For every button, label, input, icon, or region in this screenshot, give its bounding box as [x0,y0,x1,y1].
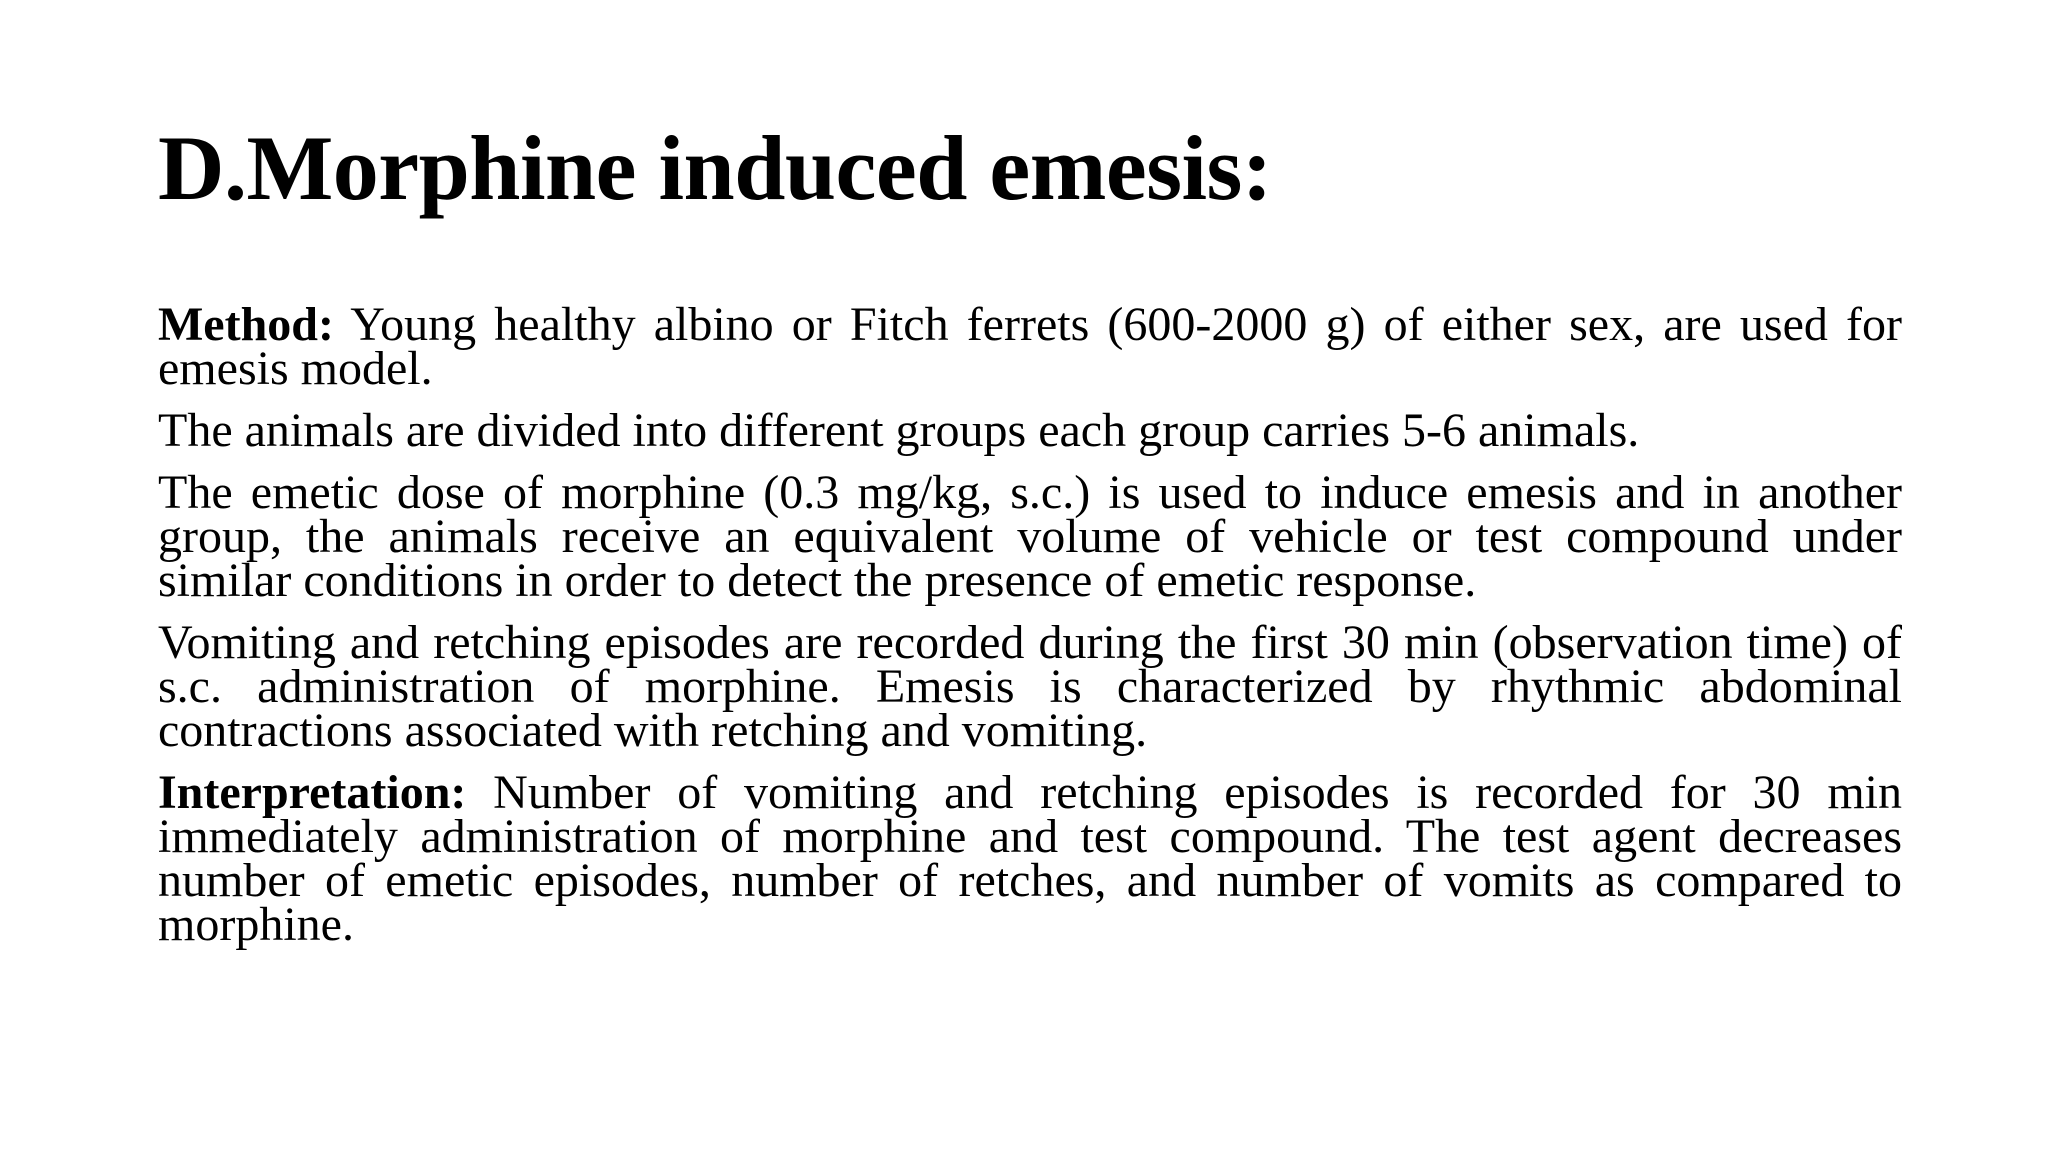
slide-body [158,298,1902,965]
paragraph-observation [158,616,1902,757]
paragraph-lead: Interpretation: [158,766,467,819]
paragraph-text: Number of vomiting and retching episodes is recorded for 30 min immediately administration of morphine and test compound. The test agent decreases number of emetic episodes, number of retches, and number of vomits as compared to morphine. [158,766,1902,951]
paragraph-interpretation [158,766,1902,951]
paragraph-groups [158,404,1902,457]
paragraph-dose [158,466,1902,607]
paragraph-method [158,298,1902,395]
slide-title: D.Morphine induced emesis: [158,117,1272,219]
paragraph-text: The animals are divided into different groups each group carries 5-6 animals. [158,404,1640,457]
paragraph-lead: Method: [158,298,334,351]
paragraph-text: The emetic dose of morphine (0.3 mg/kg, s.c.) is used to induce emesis and in another group, the animals receive an equivalent volume of vehicle or test compound under similar conditions in order to detect the presence of emetic response. [158,466,1902,607]
paragraph-text: Young healthy albino or Fitch ferrets (600-2000 g) of either sex, are used for emesis model. [158,298,1902,395]
paragraph-text: Vomiting and retching episodes are recorded during the first 30 min (observation time) of s.c. administration of morphine. Emesis is characterized by rhythmic abdominal contractions associated with retching and vomiting. [158,616,1902,757]
